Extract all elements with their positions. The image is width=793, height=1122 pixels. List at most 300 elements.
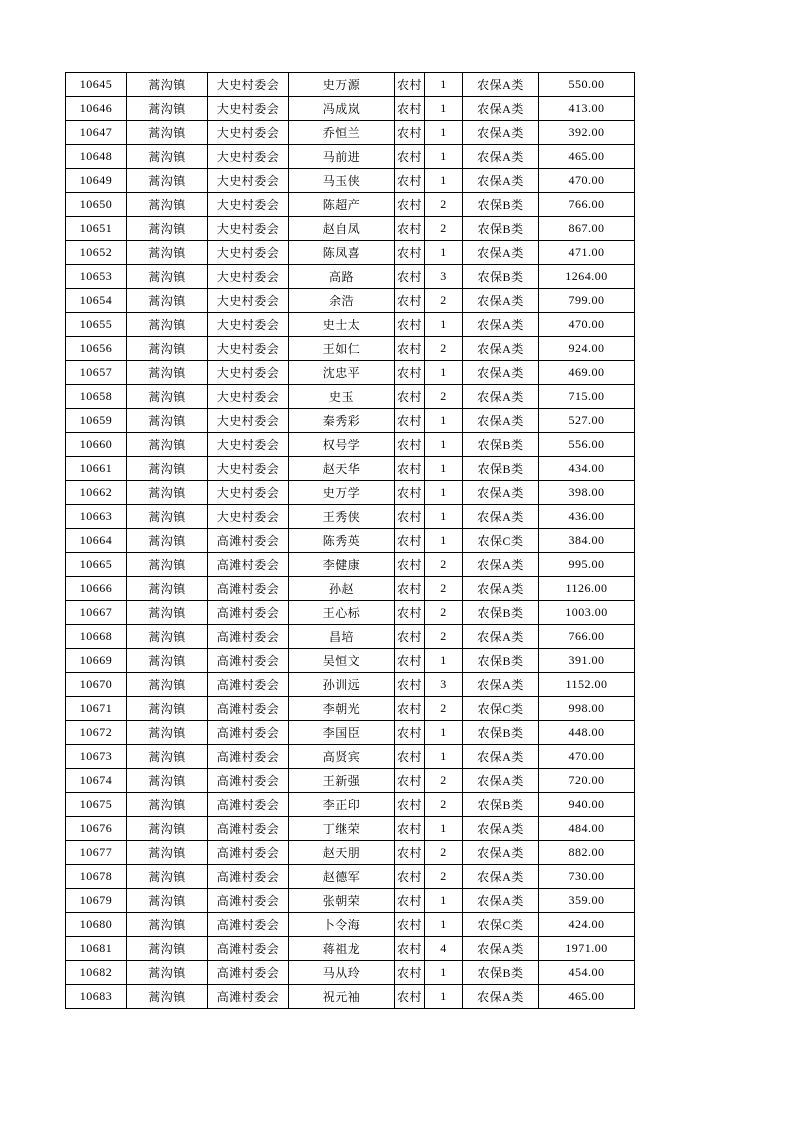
cell-amount: 1152.00 xyxy=(539,673,635,697)
table-row xyxy=(66,601,635,625)
cell-village: 大史村委会 xyxy=(208,433,289,457)
cell-category: 农保A类 xyxy=(463,889,539,913)
cell-category: 农保B类 xyxy=(463,193,539,217)
table-row xyxy=(66,961,635,985)
cell-name: 李健康 xyxy=(289,553,395,577)
cell-residence: 农村 xyxy=(395,769,425,793)
table-row xyxy=(66,529,635,553)
cell-village: 大史村委会 xyxy=(208,361,289,385)
cell-name: 王心标 xyxy=(289,601,395,625)
cell-village: 高滩村委会 xyxy=(208,745,289,769)
cell-id: 10671 xyxy=(66,697,127,721)
table-row xyxy=(66,889,635,913)
cell-category: 农保B类 xyxy=(463,961,539,985)
cell-category: 农保A类 xyxy=(463,817,539,841)
cell-amount: 359.00 xyxy=(539,889,635,913)
cell-town: 蒿沟镇 xyxy=(127,433,208,457)
cell-count: 1 xyxy=(425,985,463,1009)
cell-id: 10667 xyxy=(66,601,127,625)
cell-id: 10656 xyxy=(66,337,127,361)
cell-name: 丁继荣 xyxy=(289,817,395,841)
cell-count: 2 xyxy=(425,769,463,793)
cell-id: 10673 xyxy=(66,745,127,769)
cell-count: 1 xyxy=(425,433,463,457)
cell-residence: 农村 xyxy=(395,529,425,553)
cell-name: 乔恒兰 xyxy=(289,121,395,145)
cell-amount: 448.00 xyxy=(539,721,635,745)
cell-name: 昌培 xyxy=(289,625,395,649)
cell-residence: 农村 xyxy=(395,145,425,169)
cell-category: 农保B类 xyxy=(463,433,539,457)
cell-amount: 1003.00 xyxy=(539,601,635,625)
table-row xyxy=(66,913,635,937)
cell-village: 高滩村委会 xyxy=(208,697,289,721)
cell-id: 10652 xyxy=(66,241,127,265)
cell-category: 农保A类 xyxy=(463,337,539,361)
cell-name: 陈超产 xyxy=(289,193,395,217)
cell-amount: 1971.00 xyxy=(539,937,635,961)
cell-amount: 470.00 xyxy=(539,169,635,193)
table-row xyxy=(66,841,635,865)
cell-count: 1 xyxy=(425,481,463,505)
cell-town: 蒿沟镇 xyxy=(127,289,208,313)
table-row xyxy=(66,769,635,793)
cell-amount: 465.00 xyxy=(539,985,635,1009)
table-row xyxy=(66,985,635,1009)
cell-village: 高滩村委会 xyxy=(208,649,289,673)
cell-count: 2 xyxy=(425,289,463,313)
cell-id: 10675 xyxy=(66,793,127,817)
cell-name: 陈秀英 xyxy=(289,529,395,553)
cell-name: 权号学 xyxy=(289,433,395,457)
table-row xyxy=(66,433,635,457)
cell-name: 秦秀彩 xyxy=(289,409,395,433)
table-row xyxy=(66,97,635,121)
cell-village: 高滩村委会 xyxy=(208,553,289,577)
table-row xyxy=(66,577,635,601)
cell-category: 农保A类 xyxy=(463,145,539,169)
benefits-table xyxy=(65,72,635,1009)
cell-count: 1 xyxy=(425,409,463,433)
cell-category: 农保A类 xyxy=(463,169,539,193)
cell-id: 10645 xyxy=(66,73,127,97)
cell-amount: 715.00 xyxy=(539,385,635,409)
table-row xyxy=(66,673,635,697)
cell-category: 农保A类 xyxy=(463,745,539,769)
cell-name: 李国臣 xyxy=(289,721,395,745)
cell-id: 10669 xyxy=(66,649,127,673)
cell-name: 张朝荣 xyxy=(289,889,395,913)
cell-town: 蒿沟镇 xyxy=(127,409,208,433)
cell-category: 农保A类 xyxy=(463,673,539,697)
cell-village: 大史村委会 xyxy=(208,217,289,241)
cell-id: 10660 xyxy=(66,433,127,457)
table-row xyxy=(66,625,635,649)
cell-amount: 867.00 xyxy=(539,217,635,241)
cell-count: 1 xyxy=(425,961,463,985)
cell-village: 高滩村委会 xyxy=(208,769,289,793)
cell-village: 高滩村委会 xyxy=(208,673,289,697)
cell-amount: 454.00 xyxy=(539,961,635,985)
cell-amount: 398.00 xyxy=(539,481,635,505)
cell-amount: 470.00 xyxy=(539,313,635,337)
cell-id: 10677 xyxy=(66,841,127,865)
cell-residence: 农村 xyxy=(395,913,425,937)
cell-town: 蒿沟镇 xyxy=(127,913,208,937)
cell-amount: 471.00 xyxy=(539,241,635,265)
cell-residence: 农村 xyxy=(395,817,425,841)
cell-count: 2 xyxy=(425,697,463,721)
cell-village: 高滩村委会 xyxy=(208,793,289,817)
cell-name: 卜令海 xyxy=(289,913,395,937)
cell-id: 10651 xyxy=(66,217,127,241)
cell-id: 10670 xyxy=(66,673,127,697)
cell-category: 农保A类 xyxy=(463,577,539,601)
cell-category: 农保B类 xyxy=(463,721,539,745)
cell-town: 蒿沟镇 xyxy=(127,313,208,337)
cell-name: 高路 xyxy=(289,265,395,289)
cell-count: 1 xyxy=(425,529,463,553)
cell-id: 10666 xyxy=(66,577,127,601)
cell-name: 冯成岚 xyxy=(289,97,395,121)
cell-town: 蒿沟镇 xyxy=(127,529,208,553)
cell-name: 赵德军 xyxy=(289,865,395,889)
cell-count: 1 xyxy=(425,505,463,529)
cell-residence: 农村 xyxy=(395,289,425,313)
cell-residence: 农村 xyxy=(395,505,425,529)
cell-town: 蒿沟镇 xyxy=(127,553,208,577)
cell-town: 蒿沟镇 xyxy=(127,361,208,385)
cell-town: 蒿沟镇 xyxy=(127,457,208,481)
cell-category: 农保A类 xyxy=(463,241,539,265)
cell-count: 2 xyxy=(425,193,463,217)
table-row xyxy=(66,721,635,745)
table-row xyxy=(66,361,635,385)
cell-id: 10646 xyxy=(66,97,127,121)
cell-residence: 农村 xyxy=(395,841,425,865)
cell-village: 高滩村委会 xyxy=(208,937,289,961)
cell-count: 2 xyxy=(425,337,463,361)
cell-residence: 农村 xyxy=(395,937,425,961)
cell-id: 10682 xyxy=(66,961,127,985)
cell-category: 农保A类 xyxy=(463,97,539,121)
cell-id: 10657 xyxy=(66,361,127,385)
cell-town: 蒿沟镇 xyxy=(127,769,208,793)
cell-residence: 农村 xyxy=(395,601,425,625)
cell-id: 10676 xyxy=(66,817,127,841)
cell-count: 1 xyxy=(425,313,463,337)
cell-id: 10648 xyxy=(66,145,127,169)
table-row xyxy=(66,337,635,361)
table-row xyxy=(66,553,635,577)
cell-count: 3 xyxy=(425,265,463,289)
cell-amount: 469.00 xyxy=(539,361,635,385)
table-row xyxy=(66,385,635,409)
cell-category: 农保A类 xyxy=(463,505,539,529)
cell-town: 蒿沟镇 xyxy=(127,937,208,961)
cell-name: 祝元袖 xyxy=(289,985,395,1009)
cell-town: 蒿沟镇 xyxy=(127,673,208,697)
cell-id: 10681 xyxy=(66,937,127,961)
cell-category: 农保A类 xyxy=(463,553,539,577)
cell-village: 大史村委会 xyxy=(208,481,289,505)
cell-village: 高滩村委会 xyxy=(208,889,289,913)
cell-town: 蒿沟镇 xyxy=(127,649,208,673)
cell-name: 蒋祖龙 xyxy=(289,937,395,961)
cell-town: 蒿沟镇 xyxy=(127,241,208,265)
cell-id: 10650 xyxy=(66,193,127,217)
cell-amount: 766.00 xyxy=(539,193,635,217)
cell-id: 10663 xyxy=(66,505,127,529)
cell-count: 2 xyxy=(425,793,463,817)
cell-residence: 农村 xyxy=(395,553,425,577)
table-row xyxy=(66,937,635,961)
cell-residence: 农村 xyxy=(395,433,425,457)
cell-town: 蒿沟镇 xyxy=(127,793,208,817)
cell-town: 蒿沟镇 xyxy=(127,721,208,745)
table-row xyxy=(66,169,635,193)
cell-village: 大史村委会 xyxy=(208,505,289,529)
cell-amount: 730.00 xyxy=(539,865,635,889)
cell-town: 蒿沟镇 xyxy=(127,841,208,865)
cell-amount: 1126.00 xyxy=(539,577,635,601)
cell-village: 高滩村委会 xyxy=(208,721,289,745)
cell-id: 10680 xyxy=(66,913,127,937)
cell-village: 大史村委会 xyxy=(208,313,289,337)
cell-name: 赵天朋 xyxy=(289,841,395,865)
cell-village: 高滩村委会 xyxy=(208,601,289,625)
cell-town: 蒿沟镇 xyxy=(127,889,208,913)
cell-village: 大史村委会 xyxy=(208,337,289,361)
cell-village: 高滩村委会 xyxy=(208,625,289,649)
cell-amount: 720.00 xyxy=(539,769,635,793)
benefits-table-body xyxy=(66,73,635,1009)
cell-name: 史万源 xyxy=(289,73,395,97)
cell-category: 农保B类 xyxy=(463,793,539,817)
table-row xyxy=(66,409,635,433)
cell-residence: 农村 xyxy=(395,193,425,217)
cell-name: 赵天华 xyxy=(289,457,395,481)
cell-village: 大史村委会 xyxy=(208,193,289,217)
cell-village: 大史村委会 xyxy=(208,265,289,289)
cell-town: 蒿沟镇 xyxy=(127,817,208,841)
cell-amount: 391.00 xyxy=(539,649,635,673)
cell-category: 农保C类 xyxy=(463,529,539,553)
cell-residence: 农村 xyxy=(395,73,425,97)
cell-name: 马从玲 xyxy=(289,961,395,985)
cell-village: 高滩村委会 xyxy=(208,913,289,937)
cell-id: 10654 xyxy=(66,289,127,313)
table-row xyxy=(66,817,635,841)
cell-amount: 998.00 xyxy=(539,697,635,721)
cell-count: 4 xyxy=(425,937,463,961)
cell-town: 蒿沟镇 xyxy=(127,193,208,217)
cell-count: 1 xyxy=(425,97,463,121)
cell-category: 农保A类 xyxy=(463,361,539,385)
cell-count: 1 xyxy=(425,649,463,673)
cell-name: 王秀侠 xyxy=(289,505,395,529)
cell-village: 高滩村委会 xyxy=(208,961,289,985)
cell-count: 2 xyxy=(425,625,463,649)
cell-town: 蒿沟镇 xyxy=(127,217,208,241)
cell-category: 农保C类 xyxy=(463,913,539,937)
cell-category: 农保B类 xyxy=(463,457,539,481)
cell-id: 10653 xyxy=(66,265,127,289)
cell-residence: 农村 xyxy=(395,625,425,649)
cell-residence: 农村 xyxy=(395,961,425,985)
table-row xyxy=(66,649,635,673)
table-row xyxy=(66,505,635,529)
table-row xyxy=(66,793,635,817)
cell-count: 1 xyxy=(425,817,463,841)
cell-amount: 434.00 xyxy=(539,457,635,481)
cell-amount: 527.00 xyxy=(539,409,635,433)
cell-id: 10679 xyxy=(66,889,127,913)
cell-amount: 413.00 xyxy=(539,97,635,121)
cell-amount: 484.00 xyxy=(539,817,635,841)
cell-village: 大史村委会 xyxy=(208,457,289,481)
cell-residence: 农村 xyxy=(395,745,425,769)
cell-village: 大史村委会 xyxy=(208,145,289,169)
cell-id: 10678 xyxy=(66,865,127,889)
table-row xyxy=(66,145,635,169)
cell-category: 农保A类 xyxy=(463,985,539,1009)
cell-category: 农保A类 xyxy=(463,481,539,505)
cell-count: 2 xyxy=(425,865,463,889)
cell-town: 蒿沟镇 xyxy=(127,145,208,169)
cell-count: 2 xyxy=(425,577,463,601)
cell-amount: 924.00 xyxy=(539,337,635,361)
cell-amount: 995.00 xyxy=(539,553,635,577)
cell-residence: 农村 xyxy=(395,985,425,1009)
cell-town: 蒿沟镇 xyxy=(127,577,208,601)
cell-amount: 465.00 xyxy=(539,145,635,169)
cell-count: 1 xyxy=(425,457,463,481)
cell-count: 1 xyxy=(425,169,463,193)
cell-count: 3 xyxy=(425,673,463,697)
cell-residence: 农村 xyxy=(395,217,425,241)
cell-village: 高滩村委会 xyxy=(208,817,289,841)
cell-category: 农保A类 xyxy=(463,409,539,433)
cell-id: 10649 xyxy=(66,169,127,193)
cell-residence: 农村 xyxy=(395,481,425,505)
cell-residence: 农村 xyxy=(395,649,425,673)
cell-village: 高滩村委会 xyxy=(208,985,289,1009)
cell-category: 农保C类 xyxy=(463,697,539,721)
cell-residence: 农村 xyxy=(395,457,425,481)
cell-id: 10683 xyxy=(66,985,127,1009)
cell-residence: 农村 xyxy=(395,361,425,385)
cell-category: 农保A类 xyxy=(463,769,539,793)
cell-town: 蒿沟镇 xyxy=(127,745,208,769)
table-row xyxy=(66,121,635,145)
cell-category: 农保A类 xyxy=(463,865,539,889)
cell-amount: 882.00 xyxy=(539,841,635,865)
cell-category: 农保A类 xyxy=(463,121,539,145)
cell-count: 1 xyxy=(425,745,463,769)
cell-residence: 农村 xyxy=(395,313,425,337)
table-row xyxy=(66,289,635,313)
cell-id: 10659 xyxy=(66,409,127,433)
table-row xyxy=(66,481,635,505)
cell-residence: 农村 xyxy=(395,697,425,721)
cell-amount: 799.00 xyxy=(539,289,635,313)
cell-village: 大史村委会 xyxy=(208,73,289,97)
cell-name: 史万学 xyxy=(289,481,395,505)
cell-name: 王新强 xyxy=(289,769,395,793)
cell-residence: 农村 xyxy=(395,577,425,601)
cell-town: 蒿沟镇 xyxy=(127,625,208,649)
table-row xyxy=(66,73,635,97)
cell-count: 2 xyxy=(425,217,463,241)
cell-id: 10655 xyxy=(66,313,127,337)
cell-name: 孙赵 xyxy=(289,577,395,601)
cell-village: 高滩村委会 xyxy=(208,865,289,889)
cell-name: 孙训远 xyxy=(289,673,395,697)
table-row xyxy=(66,217,635,241)
table-row xyxy=(66,313,635,337)
cell-residence: 农村 xyxy=(395,265,425,289)
cell-category: 农保B类 xyxy=(463,217,539,241)
cell-count: 1 xyxy=(425,145,463,169)
cell-name: 吴恒文 xyxy=(289,649,395,673)
cell-category: 农保A类 xyxy=(463,385,539,409)
cell-count: 1 xyxy=(425,241,463,265)
cell-name: 赵自凤 xyxy=(289,217,395,241)
cell-id: 10662 xyxy=(66,481,127,505)
cell-village: 大史村委会 xyxy=(208,169,289,193)
cell-category: 农保A类 xyxy=(463,937,539,961)
cell-amount: 940.00 xyxy=(539,793,635,817)
cell-village: 大史村委会 xyxy=(208,385,289,409)
cell-amount: 470.00 xyxy=(539,745,635,769)
cell-village: 大史村委会 xyxy=(208,97,289,121)
cell-town: 蒿沟镇 xyxy=(127,865,208,889)
cell-town: 蒿沟镇 xyxy=(127,169,208,193)
cell-id: 10661 xyxy=(66,457,127,481)
cell-town: 蒿沟镇 xyxy=(127,385,208,409)
cell-name: 高贤宾 xyxy=(289,745,395,769)
cell-name: 史玉 xyxy=(289,385,395,409)
cell-id: 10664 xyxy=(66,529,127,553)
table-row xyxy=(66,457,635,481)
cell-town: 蒿沟镇 xyxy=(127,985,208,1009)
cell-residence: 农村 xyxy=(395,889,425,913)
cell-count: 1 xyxy=(425,73,463,97)
cell-residence: 农村 xyxy=(395,865,425,889)
cell-count: 2 xyxy=(425,841,463,865)
cell-name: 史士太 xyxy=(289,313,395,337)
cell-count: 2 xyxy=(425,553,463,577)
cell-count: 2 xyxy=(425,385,463,409)
cell-village: 大史村委会 xyxy=(208,121,289,145)
table-row xyxy=(66,697,635,721)
cell-amount: 384.00 xyxy=(539,529,635,553)
cell-town: 蒿沟镇 xyxy=(127,73,208,97)
cell-village: 大史村委会 xyxy=(208,241,289,265)
cell-count: 1 xyxy=(425,121,463,145)
cell-count: 1 xyxy=(425,913,463,937)
cell-name: 马玉侠 xyxy=(289,169,395,193)
cell-category: 农保B类 xyxy=(463,649,539,673)
cell-residence: 农村 xyxy=(395,169,425,193)
table-row xyxy=(66,241,635,265)
cell-town: 蒿沟镇 xyxy=(127,265,208,289)
cell-residence: 农村 xyxy=(395,673,425,697)
cell-category: 农保A类 xyxy=(463,313,539,337)
cell-village: 大史村委会 xyxy=(208,409,289,433)
cell-amount: 424.00 xyxy=(539,913,635,937)
